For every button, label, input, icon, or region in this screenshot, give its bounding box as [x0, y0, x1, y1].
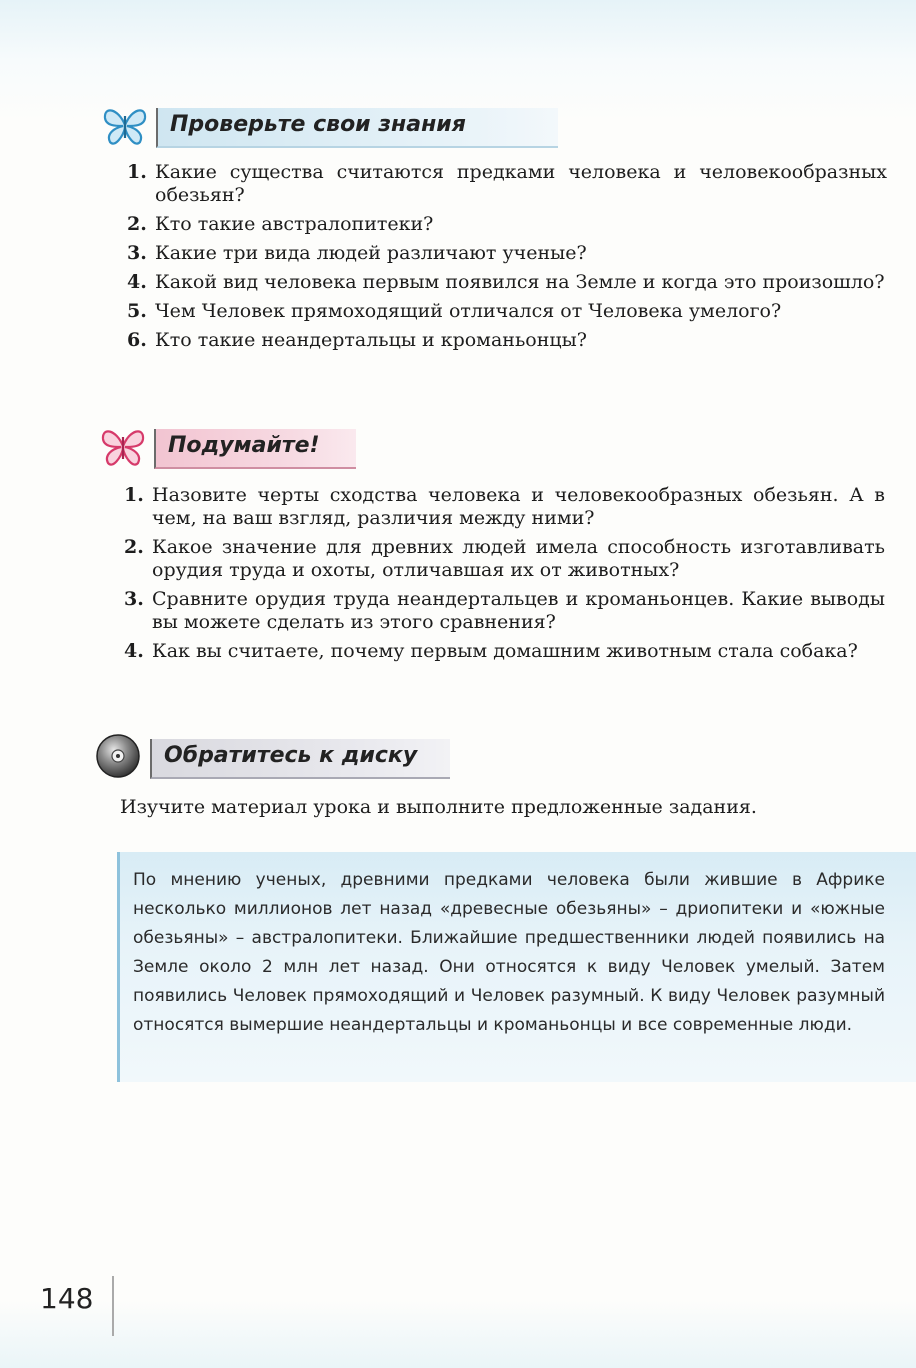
page-divider	[112, 1276, 114, 1336]
question-number: 1.	[127, 161, 147, 183]
question-text: Какие существа считаются предками человека и человекообразных обезьян?	[155, 161, 887, 206]
list-item	[124, 484, 885, 530]
question-list-think	[124, 484, 885, 669]
question-text: Кто такие неандертальцы и кроманьонцы?	[155, 329, 587, 351]
section-title: Подумайте!	[168, 433, 320, 458]
list-item	[127, 213, 887, 236]
list-item	[124, 640, 885, 663]
butterfly-blue-icon	[100, 102, 150, 148]
question-number: 2.	[124, 536, 144, 558]
question-text: Чем Человек прямоходящий отличался от Человека умелого?	[155, 300, 782, 322]
question-text: Сравните орудия труда неандертальцев и кроманьонцев. Какие выводы вы можете сделать из этого сравнения?	[152, 588, 885, 633]
question-number: 6.	[127, 329, 147, 351]
question-text: Как вы считаете, почему первым домашним животным стала собака?	[152, 640, 858, 662]
question-number: 4.	[124, 640, 144, 662]
disc-instruction: Изучите материал урока и выполните предложенные задания.	[120, 796, 757, 818]
list-item	[124, 588, 885, 634]
section-title: Проверьте свои знания	[170, 112, 466, 137]
list-item	[124, 536, 885, 582]
question-number: 3.	[127, 242, 147, 264]
section-header-disc	[94, 731, 464, 783]
list-item	[127, 300, 887, 323]
list-item	[127, 329, 887, 352]
question-number: 4.	[127, 271, 147, 293]
question-text: Какие три вида людей различают ученые?	[155, 242, 587, 264]
section-header-think	[98, 421, 368, 473]
summary-box	[117, 852, 916, 1082]
list-item	[127, 161, 887, 207]
question-list-check-knowledge	[127, 161, 887, 358]
question-number: 5.	[127, 300, 147, 322]
summary-text: По мнению ученых, древними предками человека были жившие в Африке несколько миллионов лет назад «древесные обезьяны» – дриопитеки и «южные обезьяны» – австралопитеки. Ближайшие предшественники людей появились на Земле около 2 млн лет назад. Они относятся к виду Человек умелый. Затем появились Человек прямоходящий и Человек разумный. К виду Человек разумный относятся вымершие неандертальцы и кроманьонцы и все современные люди.	[133, 870, 885, 1035]
question-number: 3.	[124, 588, 144, 610]
question-text: Какое значение для древних людей имела способность изготавливать орудия труда и охоты, отличавшая их от животных?	[152, 536, 885, 581]
question-number: 1.	[124, 484, 144, 506]
section-title: Обратитесь к диску	[164, 743, 418, 768]
butterfly-pink-icon	[98, 423, 148, 469]
list-item	[127, 242, 887, 265]
page-number: 148	[40, 1282, 94, 1315]
question-text: Назовите черты сходства человека и человекообразных обезьян. А в чем, на ваш взгляд, различия между ними?	[152, 484, 885, 529]
disc-icon	[94, 733, 144, 779]
section-header-check-knowledge	[100, 100, 560, 152]
list-item	[127, 271, 887, 294]
question-number: 2.	[127, 213, 147, 235]
question-text: Кто такие австралопитеки?	[155, 213, 434, 235]
question-text: Какой вид человека первым появился на Земле и когда это произошло?	[155, 271, 885, 293]
